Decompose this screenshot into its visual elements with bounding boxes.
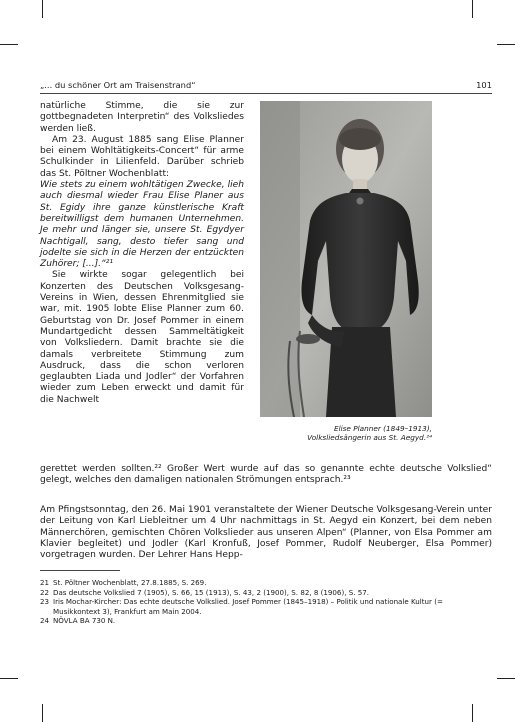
footnote (40, 597, 492, 616)
footnote-rule (40, 570, 120, 571)
footnote-number: 24 (40, 616, 50, 626)
header-rule (40, 93, 492, 94)
body-paragraph: Am Pfingstsonntag, den 26. Mai 1901 veranstaltete der Wiener Deutsche Volksgesang-Verein unter der Leitung von Karl Liebleitner um 4 Uhr nachmittags in St. Aegyd ein Konzert, bei dem neben Männerchören, gemischten Chören Volkslieder aus unseren Alpen“ (Planner, von Elsa Pommer am Klavier begleitet) und Jodler (Karl Kronfuß, Josef Pommer, Rudolf Neuberger, Elsa Pommer) vorgetragen wurden. Der Lehrer Hans Hepp- (40, 505, 492, 561)
portrait-photo (260, 101, 432, 417)
footnotes (40, 578, 492, 626)
caption-line: Volksliedsängerin aus St. Aegyd.²⁴ (307, 433, 432, 443)
block-quote: Wie stets zu einem wohltätigen Zwecke, lieh auch diesmal wieder Frau Elise Planer aus St. Egidy ihre ganze künstlerische Kraft bereitwilligst dem humanen Unternehmen. Je mehr und länger sie, unsere St. Egydyer Nachtigall, sang, desto tiefer sang und jodelte sie sich in die Herzen der entzückten Zuhörer; [...].“²¹ (40, 180, 244, 270)
crop-mark (472, 0, 473, 18)
left-text-column (40, 101, 244, 406)
crop-mark (42, 0, 43, 18)
caption-line: Elise Planner (1849–1913), (333, 424, 432, 433)
running-title: „... du schöner Ort am Traisenstrand“ (40, 80, 196, 90)
footnote-text: St. Pöltner Wochenblatt, 27.8.1885, S. 269. (53, 578, 207, 587)
footnote-number: 22 (40, 587, 50, 597)
footnote-text: Das deutsche Volkslied 7 (1905), S. 66, 15 (1913), S. 43, 2 (1900), S. 82, 8 (1906), S. 57. (53, 587, 370, 597)
crop-mark (472, 704, 473, 722)
running-header (40, 80, 492, 94)
body-paragraph: natürliche Stimme, die sie zur gottbegnadeten Interpretin“ des Volksliedes werden ließ. (40, 101, 244, 134)
footnote (40, 588, 492, 598)
footnote-number: 21 (40, 578, 50, 587)
footnote-text: NÖVLA BA 730 N. (53, 616, 116, 626)
crop-mark (0, 44, 18, 45)
page-number: 101 (476, 80, 492, 90)
crop-mark (42, 704, 43, 722)
crop-mark (0, 678, 18, 679)
footnote-number: 23 (40, 597, 50, 607)
footnote-text: Iris Mochar-Kircher: Das echte deutsche Volkslied. Josef Pommer (1845–1918) – Politik und nationale Kultur (= Musikkontext 3), Frankfurt am Main 2004. (53, 597, 443, 616)
photo-caption (260, 424, 432, 443)
footnote (40, 578, 492, 588)
body-paragraph-block (40, 505, 492, 561)
crop-mark (497, 44, 515, 45)
body-paragraph: Am 23. August 1885 sang Elise Planner bei einem Wohltätigkeits-Concert“ für arme Schulkinder in Lilienfeld. Darüber schrieb das St. Pöltner Wochenblatt: (40, 134, 244, 179)
crop-mark (497, 678, 515, 679)
full-width-continuation (40, 464, 492, 487)
body-paragraph: Sie wirkte sogar gelegentlich bei Konzerten des Deutschen Volksgesang-Vereins in Wien, dessen Ehrenmitglied sie war, mit. 1905 lobte Elise Planner zum 60. Geburtstag von Dr. Josef Pommer in einem Mundartgedicht dessen Sammeltätigkeit von Volksliedern. Damit brachte sie die damals verbreitete Stimmung zum Ausdruck, dass die schon verloren geglaubten Liada und Jodler“ der Vorfahren wieder zum Leben erweckt und damit für die Nachwelt (40, 270, 244, 405)
body-paragraph: gerettet werden sollten.²² Großer Wert wurde auf das so genannte echte deutsche Volkslied“ gelegt, welches den damaligen nationalen Strömungen entsprach.²³ (40, 464, 492, 486)
footnote (40, 616, 492, 626)
